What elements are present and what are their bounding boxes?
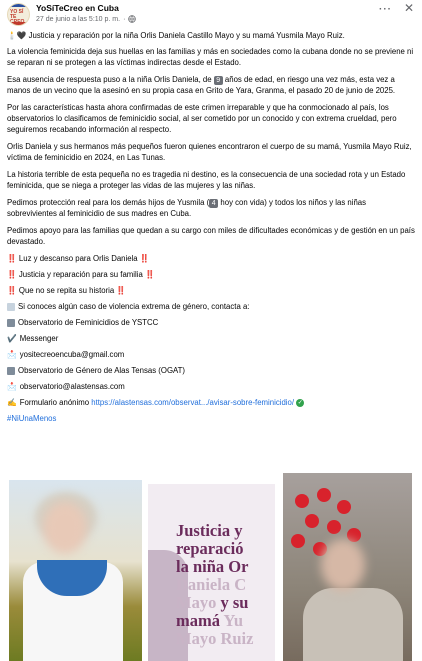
photo-gallery xyxy=(0,470,422,661)
photo-justice-poster[interactable] xyxy=(148,484,275,661)
poster-text xyxy=(176,522,253,648)
contact-line-5 xyxy=(7,365,415,376)
slogan-1 xyxy=(7,253,415,264)
check-mark-icon: ✔️ xyxy=(7,334,17,343)
contact-line-3 xyxy=(7,333,415,344)
page-avatar[interactable] xyxy=(7,3,30,26)
contact-line-6 xyxy=(7,381,415,392)
paragraph-6-end: hoy con vida) y todos los niños y las niñas sobrevivientes al feminicidio de sus madres en Cuba. xyxy=(7,198,367,218)
slogan-2 xyxy=(7,269,415,280)
post-paragraph-5: La historia terrible de esta pequeña no es tragedia ni destino, es la consecuencia de una sociedad rota y un Estado feminicida, que se niega a proteger las vidas de las mujeres y las niñas. xyxy=(7,170,406,190)
poster-line-3: la niña Or xyxy=(176,557,249,576)
contact-line-2 xyxy=(7,317,415,328)
blurred-face xyxy=(321,539,365,591)
photo-mother[interactable] xyxy=(283,473,412,661)
post-paragraph-4: Orlis Daniela y sus hermanos más pequeños fueron quienes encontraron el cuerpo de su mamá, Yusmila Mayo Ruiz, víctima de feminicidio en 2024, en Las Tunas. xyxy=(7,142,412,162)
mailbox-icon xyxy=(7,303,15,311)
poster-line-6a: mamá xyxy=(176,611,220,630)
slogan-3 xyxy=(7,285,415,296)
envelope-arrow-icon: 📩 xyxy=(7,382,17,391)
poster-line-2: reparació xyxy=(176,539,244,558)
slogan-1-text: Luz y descanso para Orlis Daniela xyxy=(18,254,138,263)
right-arrow-box-icon xyxy=(7,367,15,375)
verified-check-icon: ✓ xyxy=(297,399,303,406)
post-paragraph-3: Por las características hasta ahora confirmadas de este crimen irreparable y que ha conmocionado al país, los observatorios lo clasificamos de feminicidio social, al ser cometido por un conocido y con extrema crueldad, pero seguiremos recabando información al respecto. xyxy=(7,103,397,134)
post-headline: 🕯️🖤 Justicia y reparación por la niña Orlis Daniela Castillo Mayo y su mamá Yusmila Mayo Ruiz. xyxy=(7,31,345,40)
flower xyxy=(291,534,305,548)
double-exclamation-icon: ‼️ xyxy=(116,286,127,295)
double-exclamation-icon: ‼️ xyxy=(7,286,17,295)
envelope-arrow-icon: 📩 xyxy=(7,350,17,359)
post-meta xyxy=(36,15,136,23)
post-header xyxy=(0,0,422,28)
post-paragraph-6 xyxy=(7,197,415,219)
flower xyxy=(327,520,341,534)
writing-hand-icon: ✍️ xyxy=(7,398,17,407)
more-options-button[interactable]: ··· xyxy=(379,4,392,15)
poster-line-1: Justicia y xyxy=(176,521,243,540)
form-label: Formulario anónimo xyxy=(19,398,90,407)
paragraph-6-start: Pedimos protección real para los demás hijos de Yusmila ( xyxy=(7,198,210,207)
messenger-label: Messenger xyxy=(19,334,59,343)
poster-line-4: Daniela C xyxy=(176,575,247,594)
paragraph-2-end: años de edad, en riesgo una vez más, esta vez a manos de un vecino que la asesinó en su propia casa en Grito de Yara, Granma, el pasado 20 de junio de 2025. xyxy=(7,75,396,95)
slogan-2-text: Justicia y reparación para su familia xyxy=(18,270,143,279)
poster-line-6b: Yu xyxy=(220,611,244,630)
form-link[interactable]: https://alastensas.com/observat.../avisar-sobre-feminicidio/ xyxy=(91,398,295,407)
contact-line-1 xyxy=(7,301,415,312)
paragraph-2-start: Esa ausencia de respuesta puso a la niña Orlis Daniela, de xyxy=(7,75,212,84)
number-four-keycap: 4 xyxy=(209,199,218,208)
email-ogat: observatorio@alastensas.com xyxy=(19,382,125,391)
page-name[interactable]: YoSíTeCreo en Cuba xyxy=(36,3,119,13)
flower xyxy=(295,494,309,508)
flower xyxy=(305,514,319,528)
hashtag-link[interactable]: #NiUnaMenos xyxy=(7,414,57,423)
observatory-ogat: Observatorio de Género de Alas Tensas (OGAT) xyxy=(18,366,185,375)
double-exclamation-icon: ‼️ xyxy=(139,254,150,263)
contact-line-7 xyxy=(7,397,415,408)
globe-icon xyxy=(128,15,136,23)
poster-line-5a: Mayo xyxy=(176,593,217,612)
contact-line-4 xyxy=(7,349,415,360)
flower xyxy=(317,488,331,502)
shirt xyxy=(303,588,403,661)
post-paragraph-7: Pedimos apoyo para las familias que quedan a su cargo con miles de dificultades económicas y de gestión en un país devastado. xyxy=(7,226,415,246)
poster-line-5b: y su xyxy=(216,593,249,612)
observatory-ystcc: Observatorio de Feminicidios de YSTCC xyxy=(18,318,159,327)
double-exclamation-icon: ‼️ xyxy=(7,254,17,263)
double-exclamation-icon: ‼️ xyxy=(145,270,155,279)
email-ystcc: yositecreoencuba@gmail.com xyxy=(19,350,125,359)
post-paragraph-1: La violencia feminicida deja sus huellas en las familias y más en sociedades como la cubana donde no se previene ni se reparan ni se protegen a las víctimas indirectas desde el Estado. xyxy=(7,47,414,67)
flower xyxy=(337,500,351,514)
post-paragraph-2 xyxy=(7,74,415,96)
post-timestamp[interactable]: 27 de junio a las 5:10 p. m. xyxy=(36,15,121,23)
double-exclamation-icon: ‼️ xyxy=(7,270,17,279)
hashtag-line xyxy=(7,413,415,424)
contact-intro: Si conoces algún caso de violencia extrema de género, contacta a: xyxy=(18,302,250,311)
slogan-3-text: Que no se repita su historia xyxy=(18,286,115,295)
close-button[interactable]: ✕ xyxy=(403,1,414,15)
number-nine-keycap: 9 xyxy=(214,76,223,85)
poster-line-7: Mayo Ruiz xyxy=(176,629,254,648)
meta-separator: · xyxy=(123,15,126,23)
blurred-face xyxy=(43,502,87,554)
right-arrow-box-icon xyxy=(7,319,15,327)
photo-girl[interactable] xyxy=(9,480,142,661)
post-body xyxy=(7,30,415,429)
avatar-logo-text: YO SÍ TE xyxy=(10,9,24,20)
